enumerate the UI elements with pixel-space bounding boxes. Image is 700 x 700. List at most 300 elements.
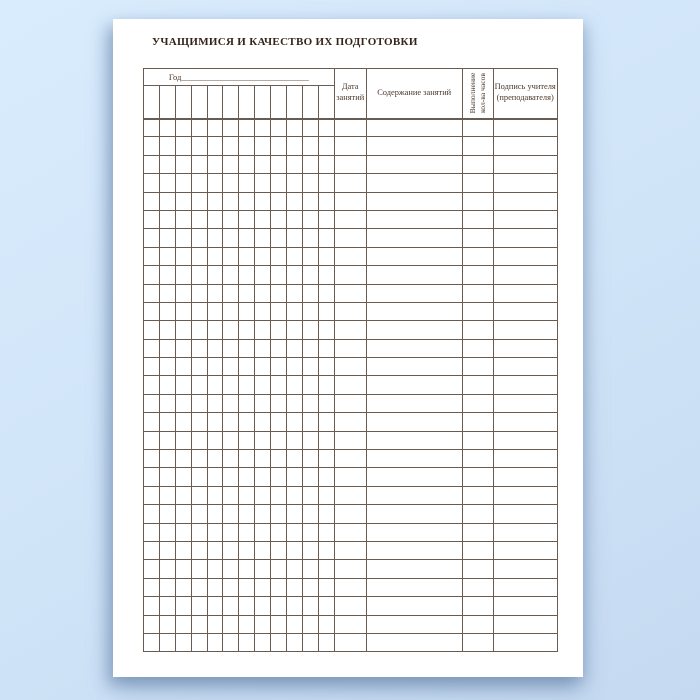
grid-cell [255,394,271,412]
grid-cell [159,137,175,155]
grid-cell [255,119,271,137]
grid-cell [223,450,239,468]
grid-cell [207,541,223,559]
grid-cell [223,523,239,541]
content-cell [366,541,462,559]
grid-cell [159,633,175,651]
grid-cell [191,413,207,431]
grid-cell [255,339,271,357]
grid-cell [239,523,255,541]
grid-cell [144,505,160,523]
grid-cell [271,192,287,210]
grid-cell [175,541,191,559]
grid-cell [318,137,334,155]
grid-cell [287,266,303,284]
grid-cell [239,450,255,468]
grid-cell [287,339,303,357]
grid-cell [318,633,334,651]
table-row [144,560,558,578]
grid-cell [223,192,239,210]
column-header-content: Содержание занятий [366,69,462,119]
grid-cell [144,468,160,486]
grid-cell [271,615,287,633]
grid-cell [159,339,175,357]
grid-cell [302,468,318,486]
grid-cell [318,394,334,412]
date-cell [334,578,366,596]
grid-cell [159,523,175,541]
hours-cell [462,137,493,155]
grid-cell [318,302,334,320]
grid-cell [191,450,207,468]
table-row [144,192,558,210]
date-cell [334,615,366,633]
grid-cell [287,155,303,173]
grid-cell [144,210,160,228]
grid-cell [223,174,239,192]
grid-cell [239,266,255,284]
grid-cell [191,578,207,596]
grid-cell [144,578,160,596]
grid-cell [175,302,191,320]
grid-cell [159,597,175,615]
table-row [144,155,558,173]
grid-cell [239,302,255,320]
column-header-signature: Подпись учителя (преподавателя) [493,69,557,119]
grid-cell [191,339,207,357]
table-row [144,339,558,357]
grid-cell [175,155,191,173]
hours-cell [462,633,493,651]
grid-cell [302,210,318,228]
grid-cell [223,247,239,265]
vertical-header-line-2: кол-ва часов [477,73,487,114]
signature-cell [493,284,557,302]
grid-cell [255,302,271,320]
hours-cell [462,431,493,449]
grid-cell [159,284,175,302]
grid-cell [207,523,223,541]
hours-cell [462,192,493,210]
grid-cell [318,468,334,486]
grid-cell [191,247,207,265]
grid-cell [159,578,175,596]
grid-cell [302,192,318,210]
grid-cell [207,137,223,155]
grid-cell [144,358,160,376]
grid-cell [271,413,287,431]
column-header-hours [462,69,493,119]
hours-cell [462,578,493,596]
grid-cell [318,155,334,173]
grid-cell [159,247,175,265]
date-cell [334,394,366,412]
content-cell [366,174,462,192]
signature-cell [493,247,557,265]
grid-cell [191,560,207,578]
table-row [144,302,558,320]
grid-cell [223,560,239,578]
content-cell [366,560,462,578]
grid-subcolumn-cell [318,86,334,119]
grid-cell [207,413,223,431]
signature-cell [493,431,557,449]
hours-cell [462,358,493,376]
grid-cell [255,247,271,265]
hours-cell [462,394,493,412]
hours-cell [462,615,493,633]
grid-cell [239,560,255,578]
grid-cell [239,284,255,302]
signature-cell [493,450,557,468]
grid-cell [239,633,255,651]
date-cell [334,633,366,651]
grid-cell [223,358,239,376]
table-row [144,284,558,302]
vertical-header-line-1: Выполнение [467,72,477,114]
signature-cell [493,210,557,228]
grid-cell [223,413,239,431]
grid-cell [239,578,255,596]
content-cell [366,486,462,504]
table-row [144,394,558,412]
hours-cell [462,339,493,357]
grid-cell [302,560,318,578]
year-header-cell: Год______________________________ [144,69,335,86]
grid-cell [144,174,160,192]
grid-cell [223,119,239,137]
table-row [144,247,558,265]
grid-cell [287,174,303,192]
content-cell [366,229,462,247]
table-row [144,486,558,504]
date-cell [334,192,366,210]
grid-cell [175,523,191,541]
grid-cell [287,302,303,320]
grid-cell [223,339,239,357]
grid-cell [175,450,191,468]
grid-cell [223,210,239,228]
grid-cell [255,578,271,596]
grid-cell [144,450,160,468]
grid-cell [159,155,175,173]
table-row [144,413,558,431]
grid-subcolumn-cell [239,86,255,119]
grid-cell [271,302,287,320]
grid-cell [239,376,255,394]
grid-cell [255,486,271,504]
grid-cell [159,468,175,486]
grid-cell [144,376,160,394]
grid-cell [144,523,160,541]
grid-cell [159,413,175,431]
content-cell [366,192,462,210]
signature-cell [493,523,557,541]
signature-cell [493,174,557,192]
hours-cell [462,229,493,247]
grid-cell [207,560,223,578]
date-cell [334,376,366,394]
grid-cell [207,155,223,173]
grid-cell [207,247,223,265]
grid-cell [318,560,334,578]
grid-cell [207,578,223,596]
grid-cell [318,339,334,357]
grid-cell [287,560,303,578]
grid-cell [159,321,175,339]
grid-cell [191,302,207,320]
grid-cell [318,321,334,339]
content-cell [366,597,462,615]
grid-cell [207,192,223,210]
hours-cell [462,468,493,486]
grid-cell [159,431,175,449]
grid-cell [255,155,271,173]
grid-cell [271,560,287,578]
date-cell [334,119,366,137]
grid-subcolumn-cell [175,86,191,119]
grid-cell [318,578,334,596]
grid-cell [287,358,303,376]
content-cell [366,339,462,357]
grid-cell [271,339,287,357]
grid-cell [271,229,287,247]
grid-subcolumn-cell [207,86,223,119]
grid-cell [223,505,239,523]
grid-cell [318,284,334,302]
grid-cell [223,468,239,486]
grid-cell [302,119,318,137]
grid-cell [271,210,287,228]
date-cell [334,174,366,192]
grid-cell [207,358,223,376]
hours-cell [462,450,493,468]
grid-cell [191,394,207,412]
date-cell [334,523,366,541]
grid-cell [175,266,191,284]
grid-cell [175,468,191,486]
grid-cell [318,431,334,449]
grid-cell [159,266,175,284]
date-cell [334,247,366,265]
hours-cell [462,321,493,339]
grid-cell [271,155,287,173]
grid-cell [159,450,175,468]
table-row [144,321,558,339]
grid-cell [239,413,255,431]
signature-cell [493,155,557,173]
table-row [144,119,558,137]
date-cell [334,486,366,504]
grid-cell [223,376,239,394]
grid-cell [175,119,191,137]
grid-cell [318,615,334,633]
grid-cell [318,174,334,192]
grid-cell [271,431,287,449]
grid-cell [175,192,191,210]
grid-cell [144,431,160,449]
grid-cell [144,302,160,320]
date-cell [334,505,366,523]
date-cell [334,210,366,228]
grid-cell [271,597,287,615]
grid-cell [271,119,287,137]
grid-cell [318,486,334,504]
content-cell [366,578,462,596]
grid-cell [144,413,160,431]
grid-cell [255,633,271,651]
grid-cell [255,468,271,486]
table-row [144,615,558,633]
grid-cell [302,137,318,155]
grid-cell [175,358,191,376]
grid-cell [302,394,318,412]
grid-cell [239,137,255,155]
date-cell [334,541,366,559]
content-cell [366,137,462,155]
date-cell [334,137,366,155]
grid-cell [175,376,191,394]
grid-cell [223,597,239,615]
grid-cell [271,376,287,394]
grid-cell [159,174,175,192]
grid-cell [287,229,303,247]
grid-cell [271,468,287,486]
signature-cell [493,137,557,155]
grid-cell [318,358,334,376]
signature-cell [493,192,557,210]
grid-cell [287,413,303,431]
signature-cell [493,394,557,412]
signature-cell [493,302,557,320]
table-row [144,358,558,376]
grid-cell [302,615,318,633]
grid-cell [223,633,239,651]
signature-cell [493,505,557,523]
grid-cell [287,376,303,394]
grid-cell [287,119,303,137]
content-cell [366,450,462,468]
grid-cell [318,266,334,284]
grid-cell [255,597,271,615]
grid-cell [287,431,303,449]
grid-cell [207,431,223,449]
grid-cell [191,210,207,228]
grid-cell [207,633,223,651]
column-header-date: Дата занятий [334,69,366,119]
hours-cell [462,560,493,578]
hours-cell [462,541,493,559]
grid-cell [207,284,223,302]
grid-cell [239,229,255,247]
content-cell [366,394,462,412]
grid-cell [191,597,207,615]
grid-cell [239,339,255,357]
grid-cell [175,615,191,633]
content-cell [366,431,462,449]
hours-cell [462,174,493,192]
grid-cell [287,523,303,541]
grid-cell [239,541,255,559]
grid-cell [207,615,223,633]
grid-cell [255,210,271,228]
grid-cell [144,615,160,633]
grid-cell [175,284,191,302]
grid-cell [159,394,175,412]
grid-cell [191,541,207,559]
signature-cell [493,468,557,486]
grid-cell [191,486,207,504]
content-cell [366,615,462,633]
date-cell [334,229,366,247]
grid-cell [175,229,191,247]
grid-cell [302,229,318,247]
grid-cell [302,284,318,302]
grid-cell [175,597,191,615]
grid-cell [239,431,255,449]
grid-cell [287,615,303,633]
grid-cell [271,523,287,541]
grid-subcolumn-cell [144,86,160,119]
grid-cell [159,192,175,210]
signature-cell [493,541,557,559]
grid-cell [287,633,303,651]
grid-cell [223,266,239,284]
signature-cell [493,578,557,596]
grid-cell [207,486,223,504]
table-row [144,266,558,284]
grid-cell [302,174,318,192]
date-cell [334,358,366,376]
hours-cell [462,155,493,173]
grid-cell [144,137,160,155]
grid-cell [271,247,287,265]
grid-cell [255,137,271,155]
grid-cell [207,394,223,412]
grid-cell [223,155,239,173]
grid-cell [175,210,191,228]
hours-cell [462,284,493,302]
grid-cell [255,560,271,578]
content-cell [366,505,462,523]
page-title: УЧАЩИМИСЯ И КАЧЕСТВО ИХ ПОДГОТОВКИ [152,36,418,48]
grid-cell [302,413,318,431]
grid-cell [223,541,239,559]
grid-cell [255,376,271,394]
grid-cell [144,192,160,210]
grid-cell [175,394,191,412]
grid-cell [302,597,318,615]
signature-cell [493,229,557,247]
grid-cell [223,302,239,320]
grid-cell [255,358,271,376]
content-cell [366,413,462,431]
grid-cell [302,450,318,468]
grid-cell [287,137,303,155]
grid-cell [223,284,239,302]
grid-subcolumn-cell [223,86,239,119]
grid-cell [207,229,223,247]
grid-cell [318,413,334,431]
hours-cell [462,597,493,615]
signature-cell [493,339,557,357]
grid-cell [302,302,318,320]
grid-cell [271,541,287,559]
date-cell [334,413,366,431]
date-cell [334,431,366,449]
grid-cell [191,284,207,302]
content-cell [366,247,462,265]
